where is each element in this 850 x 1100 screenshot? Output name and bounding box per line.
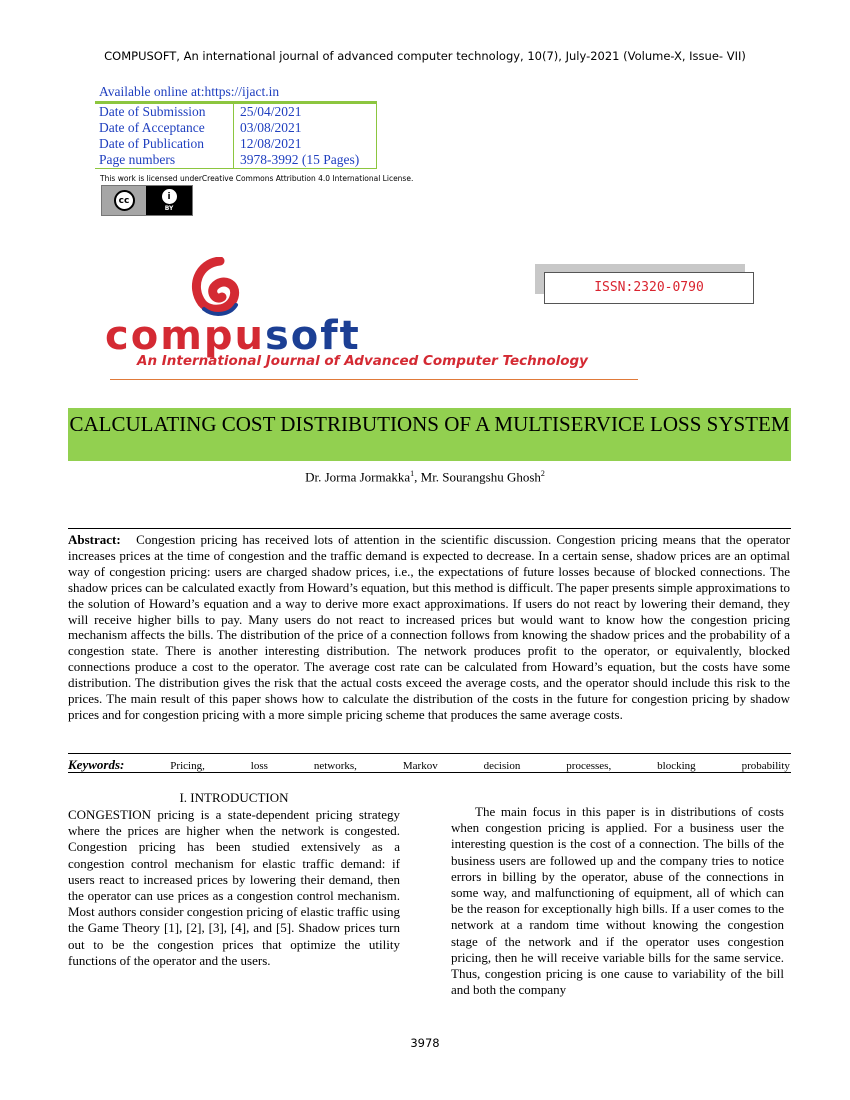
keyword: decision: [483, 760, 521, 772]
info-label: Date of Submission: [95, 104, 234, 120]
abstract-bottom-rule: [68, 753, 791, 754]
right-column: [451, 804, 784, 998]
info-row-publication: [95, 136, 376, 152]
by-section: [146, 186, 192, 215]
compusoft-swirl-icon: [190, 257, 240, 319]
wordmark-part1: compu: [105, 313, 265, 359]
info-value: 03/08/2021: [240, 120, 302, 135]
info-label: Date of Publication: [95, 136, 234, 152]
page-number: 3978: [410, 1036, 440, 1050]
author-1-affiliation: 1: [410, 469, 415, 478]
keyword: probability: [741, 760, 790, 772]
keyword: Markov: [402, 760, 438, 772]
keyword: Pricing,: [170, 760, 205, 772]
paper-title: CALCULATING COST DISTRIBUTIONS OF A MULTISERVICE LOSS SYSTEM: [69, 412, 790, 436]
abstract: [68, 532, 790, 723]
keywords-line: [68, 757, 790, 773]
keywords-rule: [68, 772, 791, 773]
abstract-top-rule: [68, 528, 791, 529]
keyword: networks,: [313, 760, 357, 772]
keyword: blocking: [657, 760, 696, 772]
abstract-label: Abstract:: [68, 532, 121, 547]
info-value: 12/08/2021: [240, 136, 302, 151]
issn-box: ISSN:2320-0790: [544, 272, 754, 304]
keyword: loss: [250, 760, 268, 772]
wordmark-part2: soft: [264, 313, 361, 359]
info-row-acceptance: [95, 120, 376, 136]
running-header: COMPUSOFT, An international journal of advanced computer technology, 10(7), July-2021 (Volume-X, Issue- VII): [104, 49, 746, 63]
by-label: BY: [164, 205, 174, 212]
journal-tagline: An International Journal of Advanced Computer Technology: [137, 353, 588, 369]
info-label: Page numbers: [95, 152, 234, 168]
author-2-affiliation: 2: [540, 469, 545, 478]
author-line: [0, 469, 850, 485]
logo-underline: [110, 379, 638, 380]
info-row-pages: [95, 152, 376, 168]
info-label: Date of Acceptance: [95, 120, 234, 136]
info-row-submission: [95, 104, 376, 120]
cc-icon: cc: [114, 190, 135, 211]
left-column: [68, 807, 400, 969]
title-band: [68, 408, 791, 461]
keywords-label: Keywords:: [68, 757, 125, 772]
attribution-icon: i: [162, 189, 177, 204]
author-separator: ,: [414, 469, 421, 485]
availability-link[interactable]: Available online at:https://ijact.in: [99, 84, 280, 99]
info-value: 3978-3992 (15 Pages): [240, 152, 360, 167]
section-heading-introduction: I. INTRODUCTION: [179, 790, 289, 805]
author-1: Dr. Jorma Jormakka: [305, 469, 411, 485]
publication-info-table: [95, 101, 377, 169]
keyword: processes,: [566, 760, 612, 772]
cc-logo: [102, 186, 146, 215]
info-value: 25/04/2021: [240, 104, 302, 119]
intro-paragraph-right: The main focus in this paper is in distributions of costs when congestion pricing is applied. For a business user the interesting question is the cost of a connection. The bills of the business users are followed up and the company tries to notice errors in billing by the operator, abuse of the connections in some way, and malfunctioning of equipment, all of which can be the reason for exceptionally high bills. If a user comes to the network at a random time without knowing the congestion stage of the network and if the operator uses congestion pricing, then he will receive variable bills for the same service. Thus, congestion pricing is one cause to variability of the bill and both the company: [451, 804, 784, 998]
author-2: Mr. Sourangshu Ghosh: [420, 469, 541, 485]
cc-by-badge[interactable]: [101, 185, 193, 216]
abstract-text: Congestion pricing has received lots of attention in the scientific discussion. Congestion pricing means that the operator increases prices at the time of congestion and the traffic demand is expected to decrease. In a certain sense, shadow prices are an optimal way of congestion pricing: users are charged shadow prices, i.e., the expectations of future losses because of blocked connections. The shadow prices can be calculated exactly from Howard’s equation, but this method is difficult. The paper presents simple approximations to the solution of Howard’s equation and a way to derive more exact approximations. If users do not react by lowering their demand, they will receive higher bills to pay. Many users do not react to increased prices but would want to know how the congestion pricing mechanism affects the bills. The distribution of the price of a connection follows from knowing the shadow prices and the probability of a congestion state. There is another interesting distribution. The network produces profit to the operator, or equivalently, blocked connections produce a cost to the operator. The average cost rate can be calculated from Howard’s equation, but the costs have some distribution. The distribution gives the risk that the actual costs exceed the average costs, and the operator should include this risk to the prices. The main result of this paper shows how to calculate the distribution of the costs in the future for congestion pricing by shadow prices and for congestion pricing with a more simple pricing scheme that produces the same average costs.: [68, 532, 791, 722]
license-notice: This work is licensed underCreative Commons Attribution 4.0 International License.: [100, 174, 414, 183]
intro-paragraph-left: CONGESTION pricing is a state-dependent pricing strategy where the prices are higher when the network is congested. Congestion pricing has been studied extensively as a congestion control mechanism for elastic traffic demand: if users react to increased prices by lowering their demand, then the operator can use prices as a congestion control mechanism. Most authors consider congestion pricing of elastic traffic using the Game Theory [1], [2], [3], [4], and [5]. Shadow prices turn out to be the congestion prices that optimize the utility functions of the operator and the users.: [68, 807, 400, 968]
